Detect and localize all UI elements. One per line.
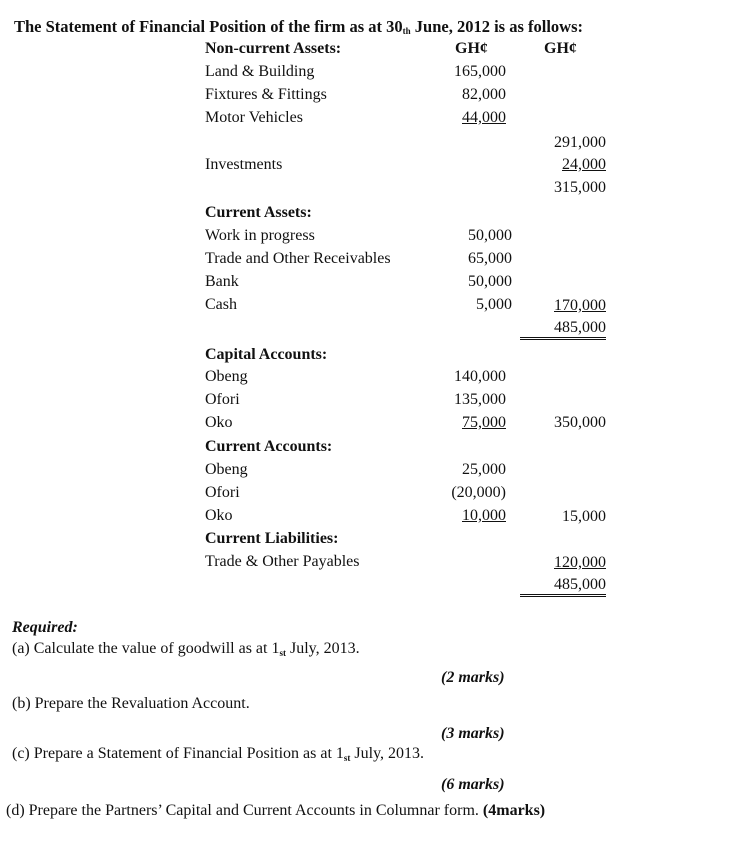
line-item-label: Work in progress (205, 227, 315, 244)
question-b-marks: (3 marks) (441, 725, 505, 742)
page-title: The Statement of Financial Position of the firm as at 30th June, 2012 is as follows: (14, 17, 584, 36)
question-c: (c) Prepare a Statement of Financial Position as at 1st July, 2013. (12, 745, 425, 763)
required-heading: Required: (12, 619, 78, 636)
current-accounts-total: 15,000 (562, 508, 606, 525)
column-header-1: GH¢ (455, 40, 488, 57)
line-item-label: Obeng (205, 461, 248, 478)
line-item-label: Ofori (205, 391, 240, 408)
question-a: (a) Calculate the value of goodwill as at 1st July, 2013. (12, 640, 360, 658)
line-item-amount: 50,000 (468, 227, 512, 244)
question-b: (b) Prepare the Revaluation Account. (12, 695, 250, 712)
investments-amount: 24,000 (562, 156, 606, 173)
line-item-amount: (20,000) (451, 484, 506, 501)
capital-total: 350,000 (554, 414, 606, 431)
question-d: (d) Prepare the Partners’ Capital and Current Accounts in Columnar form. (4marks) (6, 802, 546, 819)
line-item-label: Ofori (205, 484, 240, 501)
noncurrent-total: 291,000 (554, 134, 606, 151)
line-item-amount: 50,000 (468, 273, 512, 290)
current-accounts-heading: Current Accounts: (205, 438, 333, 455)
line-item-amount: 165,000 (454, 63, 506, 80)
capital-accounts-heading: Capital Accounts: (205, 346, 328, 363)
line-item-amount: 65,000 (468, 250, 512, 267)
line-item-label: Land & Building (205, 63, 315, 80)
total-assets: 485,000 (520, 319, 606, 340)
line-item-label: Oko (205, 414, 233, 431)
line-item-amount: 44,000 (462, 109, 506, 126)
line-item-amount: 5,000 (476, 296, 512, 313)
line-item-amount: 25,000 (462, 461, 506, 478)
current-assets-heading: Current Assets: (205, 204, 312, 221)
line-item-amount: 135,000 (454, 391, 506, 408)
line-item-amount: 82,000 (462, 86, 506, 103)
question-c-marks: (6 marks) (441, 776, 505, 793)
liabilities-amount: 120,000 (554, 554, 606, 571)
investments-label: Investments (205, 156, 283, 173)
current-assets-total: 170,000 (554, 297, 606, 314)
current-liabilities-heading: Current Liabilities: (205, 530, 339, 547)
line-item-label: Trade and Other Receivables (205, 250, 391, 267)
line-item-amount: 10,000 (462, 507, 506, 524)
column-header-2: GH¢ (544, 40, 577, 57)
question-a-marks: (2 marks) (441, 669, 505, 686)
line-item-amount: 140,000 (454, 368, 506, 385)
line-item-label: Obeng (205, 368, 248, 385)
line-item-amount: 75,000 (462, 414, 506, 431)
line-item-label: Oko (205, 507, 233, 524)
noncurrent-subtotal: 315,000 (554, 179, 606, 196)
noncurrent-assets-heading: Non-current Assets: (205, 40, 342, 57)
line-item-label: Cash (205, 296, 237, 313)
line-item-label: Fixtures & Fittings (205, 86, 327, 103)
total-equity-liabilities: 485,000 (520, 576, 606, 597)
line-item-label: Bank (205, 273, 239, 290)
line-item-label: Trade & Other Payables (205, 553, 360, 570)
line-item-label: Motor Vehicles (205, 109, 303, 126)
